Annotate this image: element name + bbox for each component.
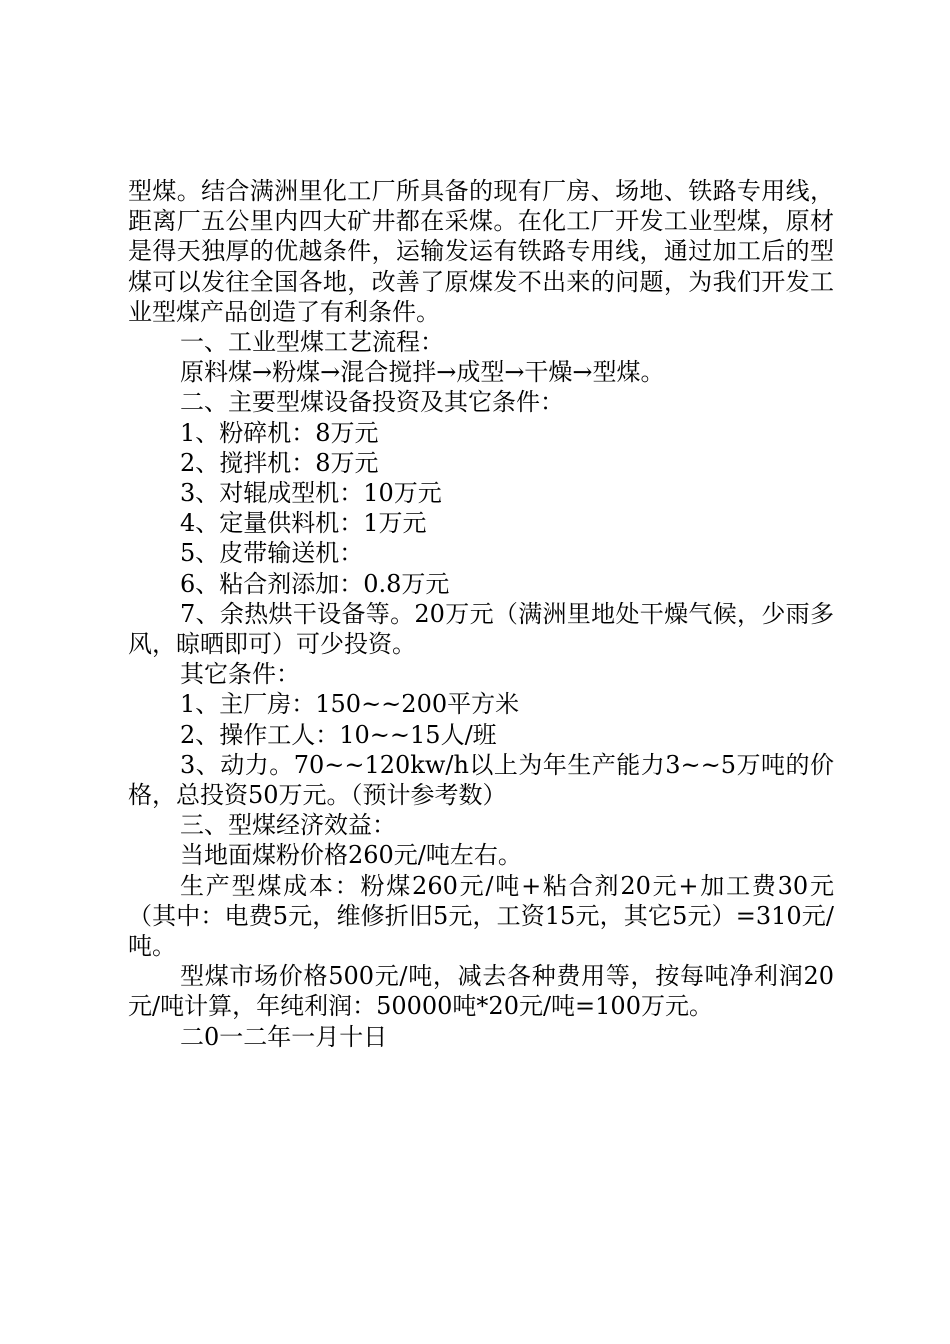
document-body — [128, 176, 834, 1052]
market-price-paragraph: 型煤市场价格500元/吨，减去各种费用等，按每吨净利润20元/吨计算，年纯利润：50000吨*20元/吨=100万元。 — [128, 962, 834, 1021]
other-condition-item: 2、操作工人：10~~15人/班 — [180, 720, 497, 749]
equipment-item: 4、定量供料机：1万元 — [180, 509, 427, 538]
section-heading-equipment: 二、主要型煤设备投资及其它条件： — [180, 388, 564, 417]
other-condition-item: 3、动力。70~~120kw/h以上为年生产能力3~~5万吨的价格，总投资50万元。（预计参考数） — [128, 750, 834, 810]
equipment-item: 6、粘合剂添加：0.8万元 — [180, 569, 450, 598]
local-price-paragraph: 当地面煤粉价格260元/吨左右。 — [180, 841, 522, 870]
process-flow: 原料煤→粉煤→混合搅拌→成型→干燥→型煤。 — [180, 358, 665, 387]
equipment-item: 2、搅拌机：8万元 — [180, 448, 379, 477]
intro-paragraph: 型煤。结合满洲里化工厂所具备的现有厂房、场地、铁路专用线，距离厂五公里内四大矿井都在采煤。在化工厂开发工业型煤，原材是得天独厚的优越条件，运输发运有铁路专用线，通过加工后的型煤可以发往全国各地，改善了原煤发不出来的问题，为我们开发工业型煤产品创造了有利条件。 — [128, 177, 834, 326]
other-condition-item: 1、主厂房：150~~200平方米 — [180, 690, 520, 719]
equipment-item: 3、对辊成型机：10万元 — [180, 479, 442, 508]
section-heading-process: 一、工业型煤工艺流程： — [180, 328, 444, 357]
section-heading-benefits: 三、型煤经济效益： — [180, 811, 396, 840]
equipment-item: 5、皮带输送机： — [180, 539, 364, 568]
production-cost-paragraph: 生产型煤成本：粉煤260元/吨+粘合剂20元+加工费30元（其中：电费5元，维修折旧5元，工资15元，其它5元）=310元/吨。 — [128, 871, 834, 961]
equipment-item: 1、粉碎机：8万元 — [180, 418, 379, 447]
equipment-item: 7、余热烘干设备等。20万元（满洲里地处干燥气候，少雨多风，晾晒即可）可少投资。 — [128, 599, 834, 659]
document-date: 二0一二年一月十日 — [180, 1022, 388, 1051]
other-conditions-heading: 其它条件： — [180, 660, 300, 689]
